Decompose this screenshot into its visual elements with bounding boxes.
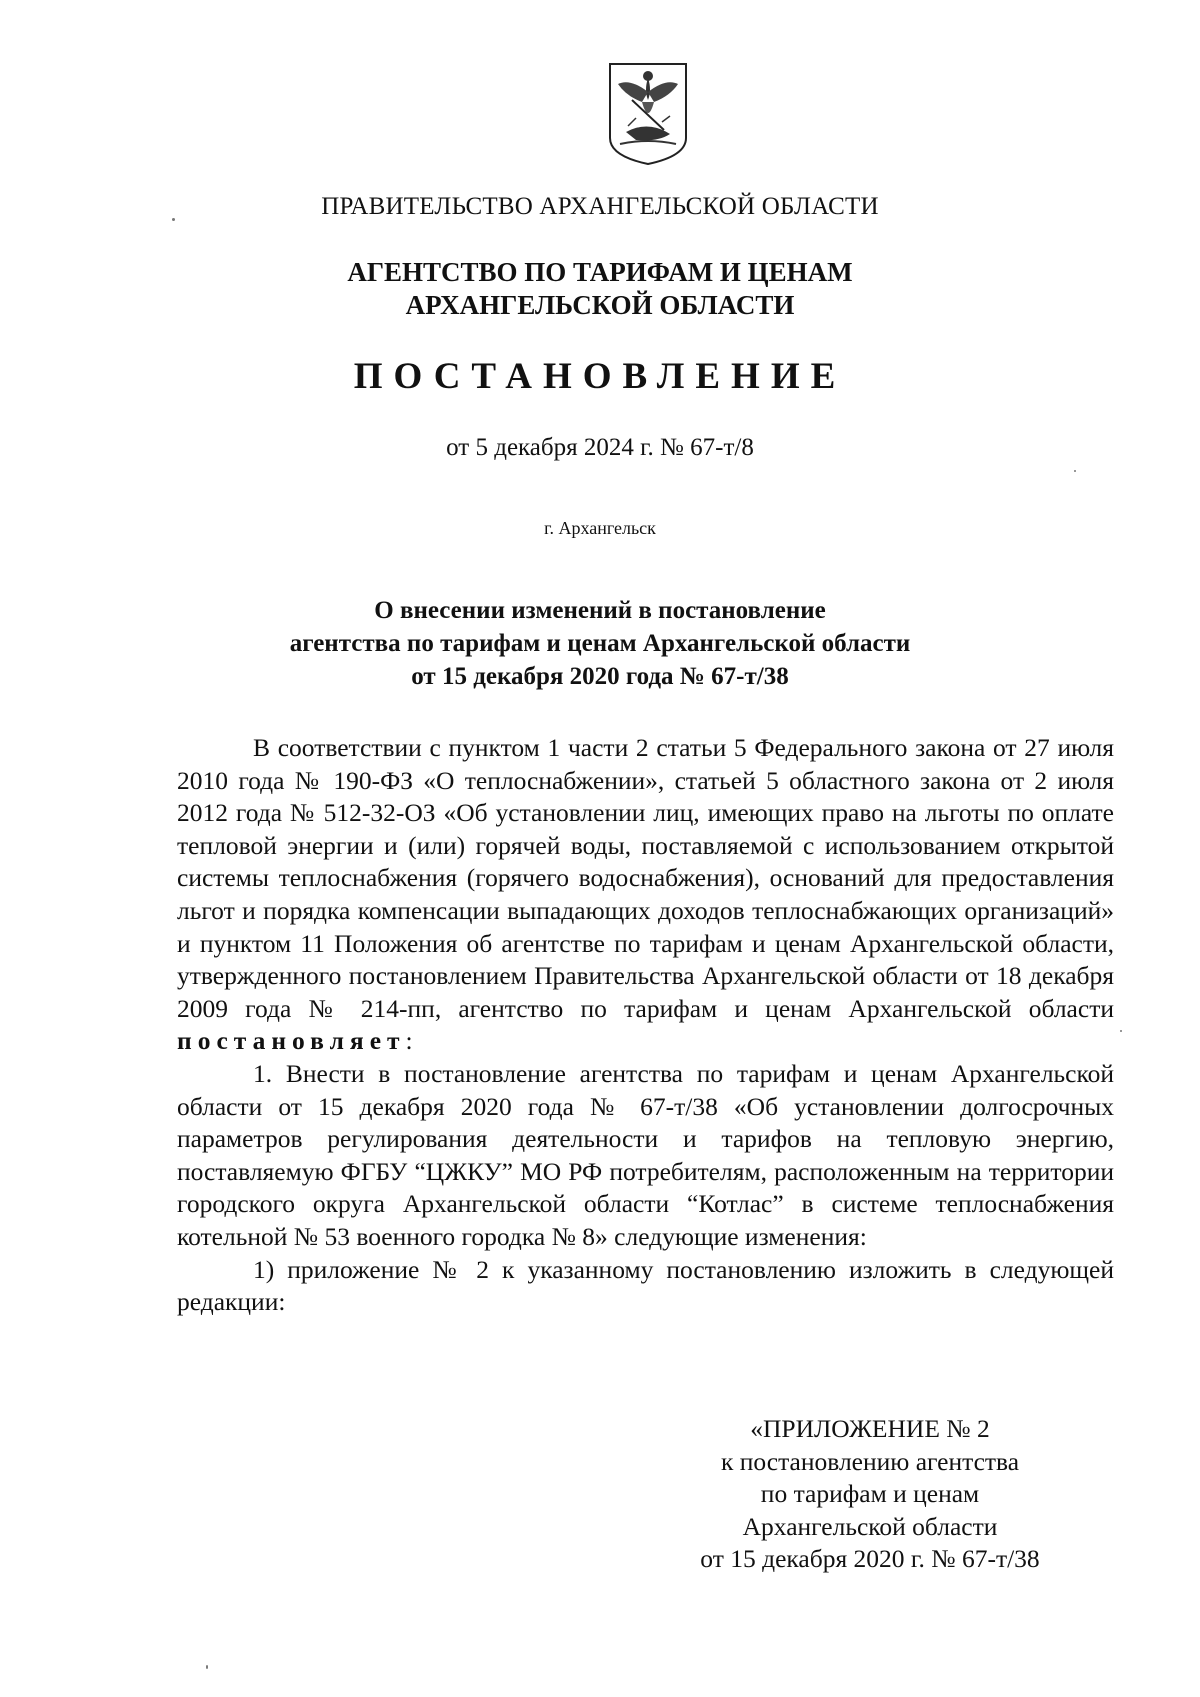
appendix-line-3: по тарифам и ценам [760, 1479, 980, 1509]
subject-line-2: агентства по тарифам и ценам Архангельской области [289, 630, 911, 657]
resolves-colon: : [405, 1026, 413, 1056]
document-type: ПОСТАНОВЛЕНИЕ [353, 356, 847, 397]
appendix-line-1: «ПРИЛОЖЕНИЕ № 2 [750, 1414, 990, 1443]
government-name: ПРАВИТЕЛЬСТВО АРХАНГЕЛЬСКОЙ ОБЛАСТИ [321, 193, 879, 220]
document-date-number: от 5 декабря 2024 г. № 67-т/8 [446, 434, 754, 461]
appendix-line-2: к постановлению агентства [720, 1446, 1020, 1476]
subject-line-3: от 15 декабря 2020 года № 67-т/38 [411, 663, 789, 690]
appendix-line-5: от 15 декабря 2020 г. № 67-т/38 [700, 1544, 1040, 1574]
agency-name-line-1: АГЕНТСТВО ПО ТАРИФАМ И ЦЕНАМ [347, 257, 853, 287]
arkhangelsk-coat-of-arms-icon [606, 60, 690, 168]
preamble-text: В соответствии с пунктом 1 части 2 статьи 5 Федерального закона от 27 июля 2010 года № 190-ФЗ «О теплоснабжении», статьей 5 областного закона от 2 июля 2012 года № 512-32-ОЗ «Об установлении лиц, имеющих право на льготы по оплате тепловой энергии и (или) горячей воды, поставляемой с использованием открытой системы теплоснабжения (горячего водоснабжения), оснований для предоставления льгот и порядка компенсации выпадающих доходов теплоснабжающих организаций» и пунктом 11 Положения об агентстве по тарифам и ценам Архангельской области, утвержденного постановлением Правительства Архангельской области от 18 декабря 2009 года № 214-пп, агентство по тарифам и ценам Архангельской области [177, 733, 1114, 1023]
agency-name [0, 256, 1200, 322]
subject-line-1: О внесении изменений в постановление [374, 597, 826, 624]
scan-speck [1074, 470, 1076, 472]
item-1-paragraph: 1. Внести в постановление агентства по тарифам и ценам Архангельской области от 15 декабря 2020 года № 67-т/38 «Об установлении долгосрочных параметров регулирования деятельности и тарифов на тепловую энергию, поставляемую ФГБУ “ЦЖКУ” МО РФ потребителям, расположенным на территории городского округа Архангельской области “Котлас” в системе теплоснабжения котельной № 53 военного городка № 8» следующие изменения: [177, 1058, 1114, 1251]
document-subject [0, 594, 1200, 693]
document-city: г. Архангельск [544, 518, 656, 538]
preamble-paragraph [177, 732, 1114, 1058]
scan-speck [172, 218, 175, 221]
resolves-word: постановляет [177, 1026, 406, 1056]
scan-speck [206, 1665, 208, 1669]
agency-name-line-2: АРХАНГЕЛЬСКОЙ ОБЛАСТИ [405, 290, 795, 320]
item-1-1-paragraph: 1) приложение № 2 к указанному постановлению изложить в следующей редакции: [177, 1254, 1114, 1317]
appendix-header [650, 1413, 1090, 1576]
appendix-line-4: Архангельской области [742, 1511, 998, 1541]
document-body [177, 732, 1114, 1319]
scan-speck [1120, 1030, 1122, 1032]
